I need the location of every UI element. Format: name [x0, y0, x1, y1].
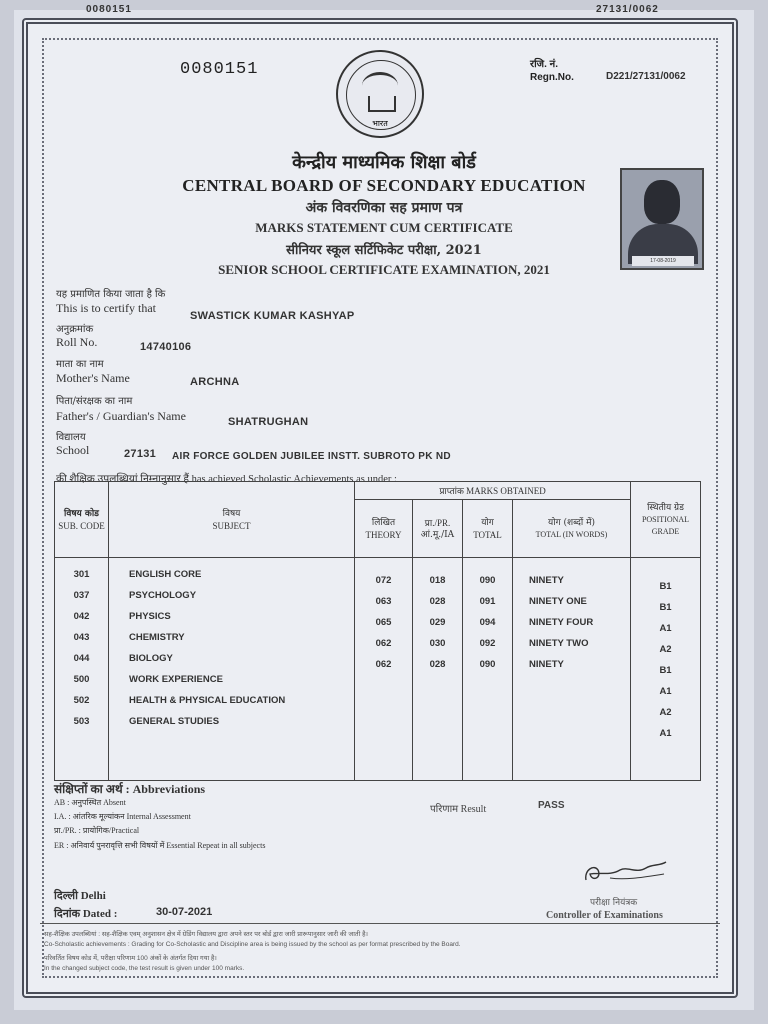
- controller-title: Controller of Examinations: [546, 910, 663, 921]
- col-header-subject-en: SUBJECT: [212, 520, 251, 531]
- footnote-line: परिवर्तित विषय कोड में, परीक्षा परिणाम 100 अंकों के अंतर्गत दिया गया है।: [44, 955, 217, 962]
- father-label: Father's / Guardian's Name: [56, 409, 186, 423]
- col-header-grade: [631, 482, 701, 558]
- subject-cell: WORK EXPERIENCE: [129, 674, 223, 685]
- controller-title-hi: परीक्षा नियंत्रक: [590, 898, 638, 908]
- practical-cell: 029: [429, 617, 446, 628]
- total-column: [463, 558, 513, 781]
- controller-signature: [580, 856, 670, 886]
- grade-cell: A1: [659, 623, 672, 634]
- table-body-row: [55, 558, 701, 781]
- issue-date: 30-07-2021: [156, 906, 213, 918]
- school-label-hi: विद्यालय: [56, 432, 86, 443]
- grade-cell: A2: [659, 644, 672, 655]
- practical-cell: 028: [429, 659, 446, 670]
- code-cell: 500: [73, 674, 90, 685]
- col-header-code: [55, 482, 109, 558]
- subject-cell: GENERAL STUDIES: [129, 716, 220, 727]
- subject-cell: PHYSICS: [129, 611, 171, 622]
- school-code: 27131: [124, 448, 157, 460]
- grade-cell: A1: [659, 686, 672, 697]
- regn-label-hi: रजि. नं.: [530, 59, 558, 70]
- col-header-code-en: SUB. CODE: [58, 520, 105, 531]
- theory-cell: 072: [375, 575, 392, 586]
- subject-cell: HEALTH & PHYSICAL EDUCATION: [129, 695, 286, 706]
- footnote-line: In the changed subject code, the test result is given under 100 marks.: [44, 965, 245, 972]
- achievement-statement: की शैक्षिक उपलब्धियां निम्नानुसार हैं has achieved Scholastic Achievements as under :: [56, 474, 397, 485]
- abbr-practical: प्रा./PR. : प्रायोगिक/Practical: [54, 826, 140, 835]
- col-header-words-hi: योग (शब्दों में): [548, 517, 595, 528]
- col-header-theory: [355, 500, 413, 558]
- col-header-practical-pr: प्रा./PR.: [424, 517, 451, 528]
- grade-cell: B1: [659, 602, 672, 613]
- serial-number: 0080151: [180, 60, 259, 79]
- school-name: AIR FORCE GOLDEN JUBILEE INSTT. SUBROTO PK ND: [172, 451, 451, 462]
- words-cell: NINETY: [529, 659, 564, 670]
- top-regn-strip: 27131/0062: [596, 4, 659, 15]
- grade-cell: A1: [659, 728, 672, 739]
- board-name-hindi: केन्द्रीय माध्यमिक शिक्षा बोर्ड: [292, 152, 476, 173]
- col-header-practical-ia: आं.मू./IA: [420, 529, 455, 540]
- footnote-line: सह-शैक्षिक उपलब्धियां : सह-शैक्षिक एवम् अनुशासन क्षेत्र में ग्रेडिंग विद्यालय द्वारा अपने स्तर पर बोर्ड द्वारा जारी प्रारूपानुसार जारी की जाती है।: [44, 931, 368, 938]
- col-header-marks: प्राप्तांक MARKS OBTAINED: [355, 482, 631, 500]
- subject-cell: PSYCHOLOGY: [129, 590, 197, 601]
- grade-cell: B1: [659, 581, 672, 592]
- doc-title-hindi: अंक विवरणिका सह प्रमाण पत्र: [305, 200, 463, 216]
- col-header-practical: [413, 500, 463, 558]
- total-cell: 091: [479, 596, 496, 607]
- col-header-grade-en: POSITIONAL GRADE: [641, 514, 690, 536]
- roll-label: Roll No.: [56, 335, 98, 349]
- abbr-essential-repeat: ER : अनिवार्य पुनरावृत्ति सभी विषयों में Essential Repeat in all subjects: [54, 841, 266, 850]
- col-header-theory-hi: लिखित: [371, 517, 396, 528]
- code-cell: 037: [73, 590, 90, 601]
- top-serial-strip: 0080151: [86, 4, 132, 15]
- father-name: SHATRUGHAN: [228, 416, 309, 428]
- abbr-absent: AB : अनुपस्थित Absent: [54, 798, 126, 807]
- total-cell: 094: [479, 617, 496, 628]
- total-cell: 092: [479, 638, 496, 649]
- col-header-total-en: TOTAL: [473, 529, 502, 540]
- mother-name: ARCHNA: [190, 376, 240, 388]
- words-column: [513, 558, 631, 781]
- theory-cell: 062: [375, 638, 392, 649]
- code-cell: 043: [73, 632, 90, 643]
- subject-cell: CHEMISTRY: [129, 632, 185, 643]
- photo-head: [644, 180, 680, 224]
- regn-number: D221/27131/0062: [606, 71, 686, 82]
- certify-label-hi: यह प्रमाणित किया जाता है कि: [56, 289, 166, 300]
- theory-cell: 063: [375, 596, 392, 607]
- place: दिल्ली Delhi: [54, 890, 106, 902]
- col-header-total-hi: योग: [481, 517, 494, 528]
- col-header-words: [513, 500, 631, 558]
- roll-number: 14740106: [140, 341, 192, 353]
- col-header-grade-hi: स्थितीय ग्रेड: [647, 502, 684, 513]
- code-cell: 502: [73, 695, 90, 706]
- words-cell: NINETY FOUR: [529, 617, 594, 628]
- theory-cell: 062: [375, 659, 392, 670]
- mother-label: Mother's Name: [56, 371, 130, 385]
- footer-rule: [40, 923, 720, 924]
- student-photo: [620, 168, 704, 270]
- words-cell: NINETY: [529, 575, 564, 586]
- board-name: CENTRAL BOARD OF SECONDARY EDUCATION: [182, 176, 586, 195]
- col-header-total: [463, 500, 513, 558]
- grade-cell: B1: [659, 665, 672, 676]
- practical-cell: 030: [429, 638, 446, 649]
- practical-cell: 028: [429, 596, 446, 607]
- footnote-line: Co-Scholastic achievements : Grading for Co-Scholastic and Discipline area is being issued by the school as per format prescribed by the Board.: [44, 941, 461, 948]
- code-cell: 044: [73, 653, 90, 664]
- photo-stamp: 17-08-2019: [632, 256, 694, 266]
- total-cell: 090: [479, 659, 496, 670]
- total-cell: 090: [479, 575, 496, 586]
- words-cell: NINETY ONE: [529, 596, 587, 607]
- col-header-subject-hi: विषय: [222, 508, 241, 519]
- subject-column: [109, 558, 355, 781]
- subject-cell: BIOLOGY: [129, 653, 173, 664]
- student-name: SWASTICK KUMAR KASHYAP: [190, 310, 355, 322]
- grade-cell: A2: [659, 707, 672, 718]
- emblem-text: भारत: [372, 119, 388, 128]
- grade-column: [631, 558, 701, 781]
- col-header-words-en: TOTAL (IN WORDS): [535, 529, 608, 539]
- code-cell: 503: [73, 716, 90, 727]
- subject-cell: ENGLISH CORE: [129, 569, 202, 580]
- code-cell: 301: [73, 569, 90, 580]
- father-label-hi: पिता/संरक्षक का नाम: [56, 396, 133, 407]
- abbreviations-title: संक्षिप्तों का अर्थ : Abbreviations: [54, 782, 206, 796]
- theory-cell: 065: [375, 617, 392, 628]
- regn-label-en: Regn.No.: [530, 72, 574, 83]
- exam-title: SENIOR SCHOOL CERTIFICATE EXAMINATION, 2021: [218, 262, 550, 277]
- theory-column: [355, 558, 413, 781]
- emblem-sun-icon: [362, 72, 398, 99]
- date-label: दिनांक Dated :: [54, 908, 118, 920]
- practical-cell: 018: [429, 575, 446, 586]
- col-header-code-hi: विषय कोड: [64, 508, 99, 519]
- practical-column: [413, 558, 463, 781]
- col-header-theory-en: THEORY: [365, 529, 402, 540]
- result-label: परिणाम Result: [430, 804, 487, 815]
- col-header-subject: [109, 482, 355, 558]
- marks-table: [54, 481, 701, 781]
- emblem-book-icon: [368, 96, 396, 112]
- table-header-row: [55, 482, 701, 500]
- school-label: School: [56, 443, 90, 457]
- code-cell: 042: [73, 611, 90, 622]
- code-column: [55, 558, 109, 781]
- mother-label-hi: माता का नाम: [56, 359, 104, 370]
- certify-label: This is to certify that: [56, 301, 156, 315]
- abbr-internal: I.A. : आंतरिक मूल्यांकन Internal Assessment: [54, 812, 191, 821]
- regn-label: [530, 58, 574, 84]
- exam-title-hindi: सीनियर स्कूल सर्टिफिकेट परीक्षा, 2021: [286, 243, 482, 258]
- result-value: PASS: [538, 800, 565, 811]
- doc-title: MARKS STATEMENT CUM CERTIFICATE: [255, 220, 513, 235]
- cbse-emblem-icon: [336, 50, 424, 138]
- words-cell: NINETY TWO: [529, 638, 589, 649]
- roll-label-hi: अनुक्रमांक: [56, 324, 94, 335]
